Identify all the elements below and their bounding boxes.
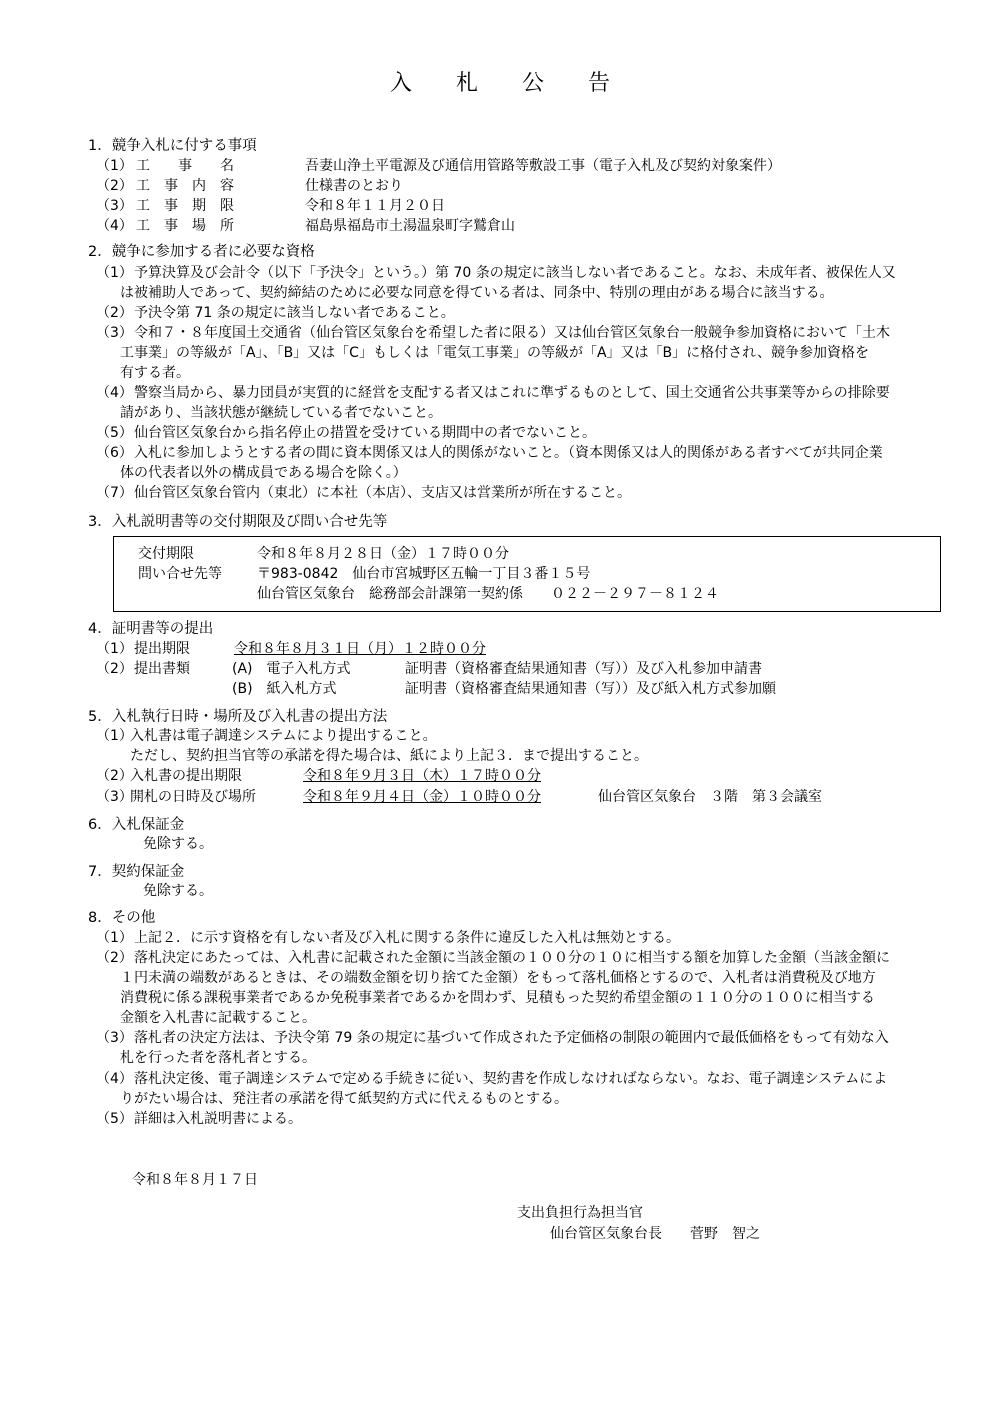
notice-date: 令和８年８月１７日	[132, 1172, 258, 1188]
s2-item-num: （3）	[96, 325, 133, 341]
opening-place: 仙台管区気象台 ３階 第３会議室	[598, 789, 822, 805]
section-8-heading: 8．その他	[88, 910, 156, 926]
s4-item-label: 提出期限	[134, 641, 190, 657]
s1-item-num: （4）	[96, 218, 133, 234]
s8-item-line: りがたい場合は、発注者の承諾を得て紙契約方式に代えるものとする。	[120, 1091, 568, 1107]
s8-item-line: 上記２．に示す資格を有しない者及び入札に関する条件に違反した入札は無効とする。	[134, 930, 680, 946]
s2-item-num: （1）	[96, 265, 133, 281]
s5-item-label: 開札の日時及び場所	[130, 789, 256, 805]
section-2-heading: 2．競争に参加する者に必要な資格	[88, 244, 315, 260]
document-title	[0, 66, 1000, 97]
opening-datetime: 令和８年９月４日（金）１０時００分	[303, 789, 541, 805]
s5-item-num: （1）	[96, 728, 133, 744]
paper-bid-label: (B) 紙入札方式	[232, 681, 337, 697]
s2-item-line: 警察当局から、暴力団員が実質的に経営を支配する者又はこれに準ずるものとして、国土交通省公共事業等からの排除要	[134, 385, 890, 401]
s8-item-num: （1）	[96, 930, 133, 946]
title-char: 入	[389, 71, 412, 96]
s8-item-num: （3）	[96, 1030, 133, 1046]
contact-address: 〒983-0842 仙台市宮城野区五輪一丁目３番１５号	[257, 566, 591, 582]
s8-item-line: 消費税に係る課税事業者であるか免税事業者であるかを問わず、見積もった契約希望金額の１１０分の１００に相当する	[120, 990, 875, 1006]
section-6-heading: 6．入札保証金	[88, 817, 185, 833]
section-5-heading: 5．入札執行日時・場所及び入札書の提出方法	[88, 709, 388, 725]
s2-item-line: 仙台管区気象台から指名停止の措置を受けている期間中の者でないこと。	[134, 425, 596, 441]
s1-item-num: （3）	[96, 198, 133, 214]
s5-item-line: 入札書は電子調達システムにより提出すること。	[130, 728, 437, 744]
s4-item-num: （2）	[96, 661, 133, 677]
s2-item-line: は被補助人であって、契約締結のために必要な同意を得ている者は、同条中、特別の理由がある場合に該当する。	[120, 285, 834, 301]
s2-item-line: 仙台管区気象台管内（東北）に本社（本店）、支店又は営業所が所在すること。	[134, 485, 631, 501]
s2-item-line: 請があり、当該状態が継続している者でないこと。	[120, 405, 442, 421]
title-char: 告	[588, 71, 611, 96]
paper-bid-docs: 証明書（資格審査結果通知書（写））及び紙入札方式参加願	[405, 681, 776, 697]
s1-item-label: 工 事 場 所	[136, 218, 234, 234]
s8-item-line: 詳細は入札説明書による。	[134, 1111, 302, 1127]
signer-name: 仙台管区気象台長 菅野 智之	[550, 1226, 760, 1242]
s7-body: 免除する。	[143, 883, 213, 899]
s2-item-line: 入札に参加しようとする者の間に資本関係又は人的関係がないこと。（資本関係又は人的関係がある者すべてが共同企業	[134, 445, 883, 461]
s1-item-num: （1）	[96, 158, 133, 174]
section-4-heading: 4．証明書等の提出	[88, 621, 214, 637]
s1-item-label: 工 事 名	[136, 158, 234, 174]
title-char: 札	[455, 71, 478, 96]
s5-item-line: ただし、契約担当官等の承諾を得た場合は、紙により上記３．まで提出すること。	[130, 748, 648, 764]
section-7-heading: 7．契約保証金	[88, 864, 185, 880]
s1-item-value: 吾妻山浄土平電源及び通信用管路等敷設工事（電子入札及び契約対象案件）	[305, 158, 781, 174]
s8-item-num: （5）	[96, 1111, 133, 1127]
s2-item-line: 予算決算及び会計令（以下「予決令」という。）第 70 条の規定に該当しない者であること。なお、未成年者、被保佐人又	[134, 265, 896, 281]
s1-item-value: 福島県福島市土湯温泉町字鷲倉山	[305, 218, 515, 234]
deadline-value: 令和８年８月２８日（金）１７時００分	[257, 546, 509, 562]
s8-item-line: 落札者の決定方法は、予決令第 79 条の規定に基づいて作成された予定価格の制限の範囲内で最低価格をもって有効な入	[134, 1030, 889, 1046]
s8-item-line: 札を行った者を落札者とする。	[120, 1050, 316, 1066]
s8-item-line: １円未満の端数があるときは、その端数金額を切り捨てた金額）をもって落札価格とするので、入札者は消費税及び地方	[120, 970, 876, 986]
s5-item-label: 入札書の提出期限	[130, 768, 242, 784]
s8-item-line: 金額を入札書に記載すること。	[120, 1010, 316, 1026]
s4-item-num: （1）	[96, 641, 133, 657]
electronic-bid-docs: 証明書（資格審査結果通知書（写））及び入札参加申請書	[405, 661, 762, 677]
s1-item-value: 令和８年１１月２０日	[305, 198, 445, 214]
submission-deadline: 令和８年８月３１日（月）１２時００分	[234, 641, 486, 657]
title-char: 公	[522, 71, 545, 96]
s6-body: 免除する。	[143, 836, 213, 852]
s8-item-num: （4）	[96, 1071, 133, 1087]
bid-deadline: 令和８年９月３日（木）１７時００分	[303, 768, 541, 784]
s8-item-line: 落札決定にあたっては、入札書に記載された金額に当該金額の１００分の１０に相当する額を加算した金額（当該金額に	[134, 950, 890, 966]
s8-item-line: 落札決定後、電子調達システムで定める手続きに従い、契約書を作成しなければならない。なお、電子調達システムによ	[134, 1071, 888, 1087]
deadline-label: 交付期限	[138, 546, 194, 562]
section-3-heading: 3．入札説明書等の交付期限及び問い合せ先等	[88, 514, 388, 530]
s2-item-num: （7）	[96, 485, 133, 501]
section-1-heading: 1．競争入札に付する事項	[88, 138, 257, 154]
electronic-bid-label: (A) 電子入札方式	[232, 661, 351, 677]
s4-item-label: 提出書類	[134, 661, 190, 677]
signer-title: 支出負担行為担当官	[517, 1205, 643, 1221]
s1-item-label: 工 事 期 限	[136, 198, 234, 214]
s8-item-num: （2）	[96, 950, 133, 966]
s5-item-num: （3）	[96, 789, 133, 805]
s1-item-num: （2）	[96, 178, 133, 194]
s2-item-line: 令和７・８年度国土交通省（仙台管区気象台を希望した者に限る）又は仙台管区気象台一般競争参加資格において「土木	[134, 325, 890, 341]
contact-office: 仙台管区気象台 総務部会計課第一契約係 ０２２－２９７－８１２４	[257, 586, 719, 602]
s2-item-line: 体の代表者以外の構成員である場合を除く。）	[120, 465, 407, 481]
s2-item-line: 工事業」の等級が「A」、「B」又は「C」もしくは「電気工事業」の等級が「A」又は「B」に格付され、競争参加資格を	[120, 345, 869, 361]
s2-item-line: 有する者。	[120, 365, 190, 381]
s5-item-num: （2）	[96, 768, 133, 784]
contact-label: 問い合せ先等	[138, 566, 222, 582]
s2-item-num: （4）	[96, 385, 133, 401]
s2-item-num: （5）	[96, 425, 133, 441]
s2-item-num: （2）	[96, 305, 133, 321]
s1-item-label: 工 事 内 容	[136, 178, 234, 194]
s2-item-line: 予決令第 71 条の規定に該当しない者であること。	[134, 305, 455, 321]
s1-item-value: 仕様書のとおり	[305, 178, 403, 194]
s2-item-num: （6）	[96, 445, 133, 461]
